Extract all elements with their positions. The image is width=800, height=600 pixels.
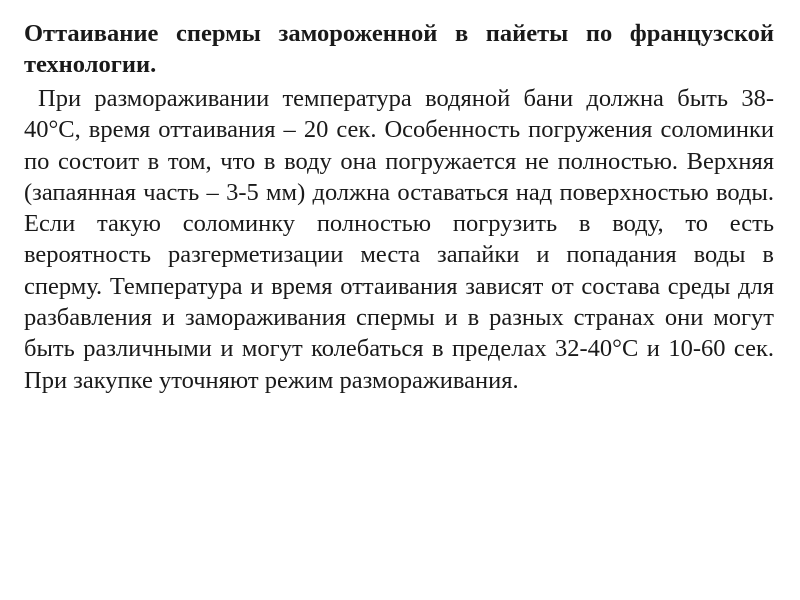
slide-content xyxy=(24,18,774,396)
slide-title: Оттаивание спермы замороженной в пайеты по французской технологии. xyxy=(24,20,774,78)
slide-body-text: При размораживании температура водяной бани должна быть 38-40°С, время оттаивания – 20 сек. Особенность погружения соломинки по состоит в том, что в воду она погружается не полностью. Верхняя (запаянная часть – 3-5 мм) должна оставаться над поверхностью воды. Если такую соломинку полностью погрузить в воду, то есть вероятность разгерметизации места запайки и попадания воды в сперму. Температура и время оттаивания зависят от состава среды для разбавления и замораживания спермы и в разных странах они могут быть различными и могут колебаться в пределах 32-40°С и 10-60 сек. При закупке уточняют режим размораживания. xyxy=(24,85,774,394)
